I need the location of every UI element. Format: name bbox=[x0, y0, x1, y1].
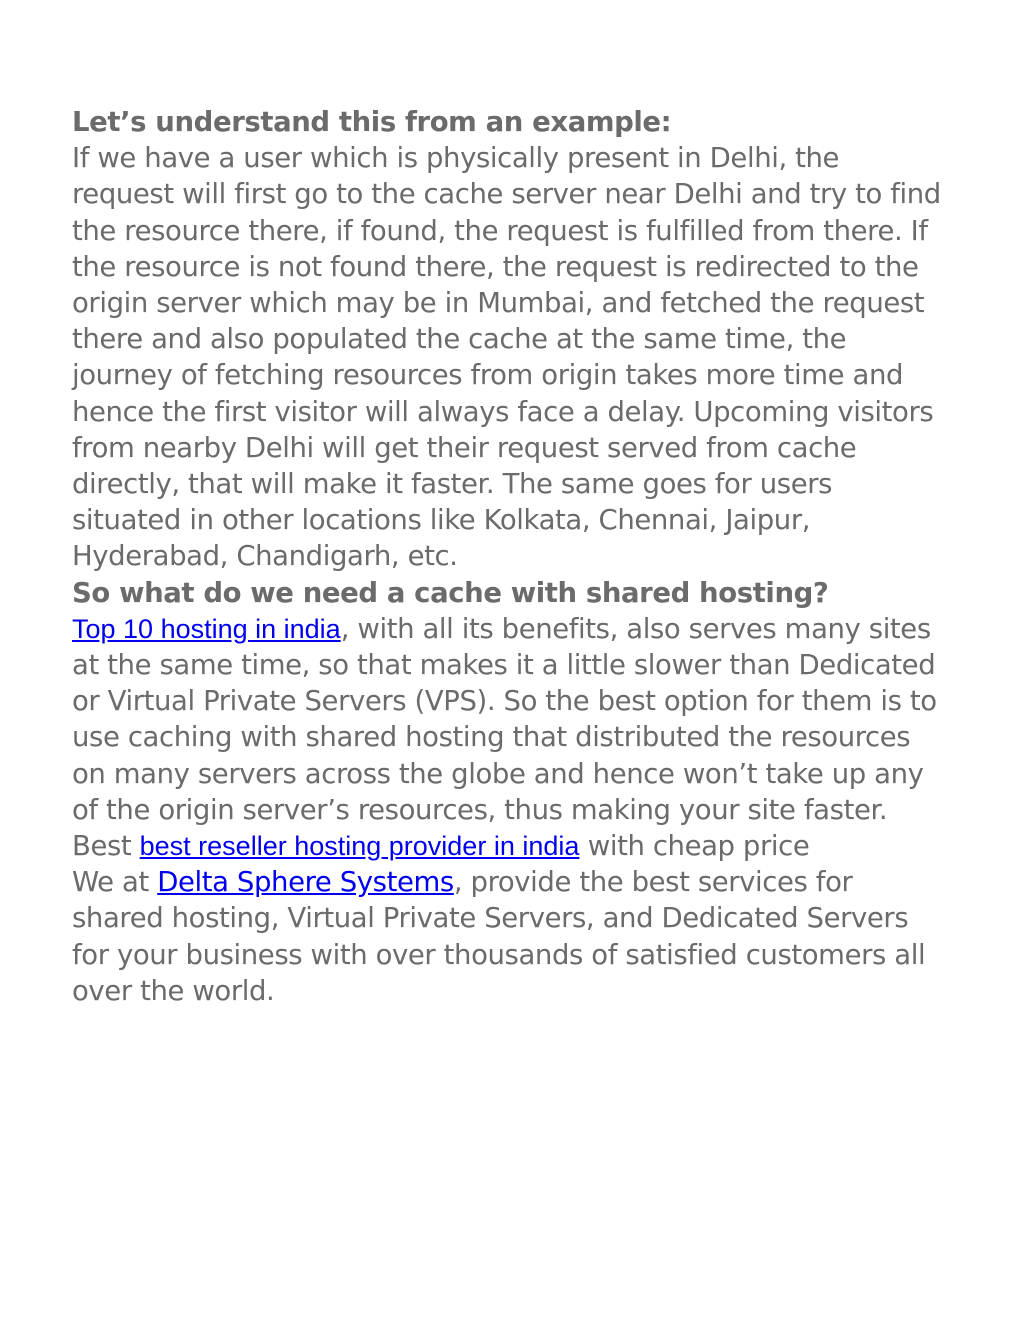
example-paragraph: If we have a user which is physically present in Delhi, the request will first go to the cache server near Delhi and try to find the resource there, if found, the request is fulfilled from there. If the resource is not found there, the request is redirected to the origin server which may be in Mumbai, and fetched the request there and also populated the cache at the same time, the journey of fetching resources from origin takes more time and hence the first visitor will always face a delay. Upcoming visitors from nearby Delhi will get their request served from cache directly, that will make it faster. The same goes for users situated in other locations like Kolkata, Chennai, Jaipur, Hyderabad, Chandigarh, etc. bbox=[72, 142, 941, 573]
we-at-text: We at bbox=[72, 866, 158, 899]
reseller-hosting-link[interactable]: best reseller hosting provider in india bbox=[139, 831, 580, 862]
document-page bbox=[72, 104, 942, 1009]
delta-sphere-link[interactable]: Delta Sphere Systems bbox=[157, 866, 454, 899]
cache-question-heading: So what do we need a cache with shared hosting? bbox=[72, 576, 829, 609]
company-paragraph bbox=[72, 864, 942, 1009]
cheap-price-text: with cheap price bbox=[579, 830, 810, 863]
company-services-text: , provide the best services for shared hosting, Virtual Private Servers, and Dedicated Servers for your business with over thousands of satisfied customers all over the world. bbox=[72, 866, 926, 1007]
shared-hosting-text: , with all its benefits, also serves many sites at the same time, so that makes it a little slower than Dedicated or Virtual Private Servers (VPS). So the best option for them is to use caching with shared hosting that distributed the resources on many servers across the globe and hence won’t take up any of the origin server’s resources, thus making your site faster. Best bbox=[72, 612, 937, 863]
example-heading: Let’s understand this from an example: bbox=[72, 106, 672, 138]
shared-hosting-paragraph bbox=[72, 611, 942, 864]
top-10-hosting-link[interactable]: Top 10 hosting in india bbox=[72, 613, 341, 644]
